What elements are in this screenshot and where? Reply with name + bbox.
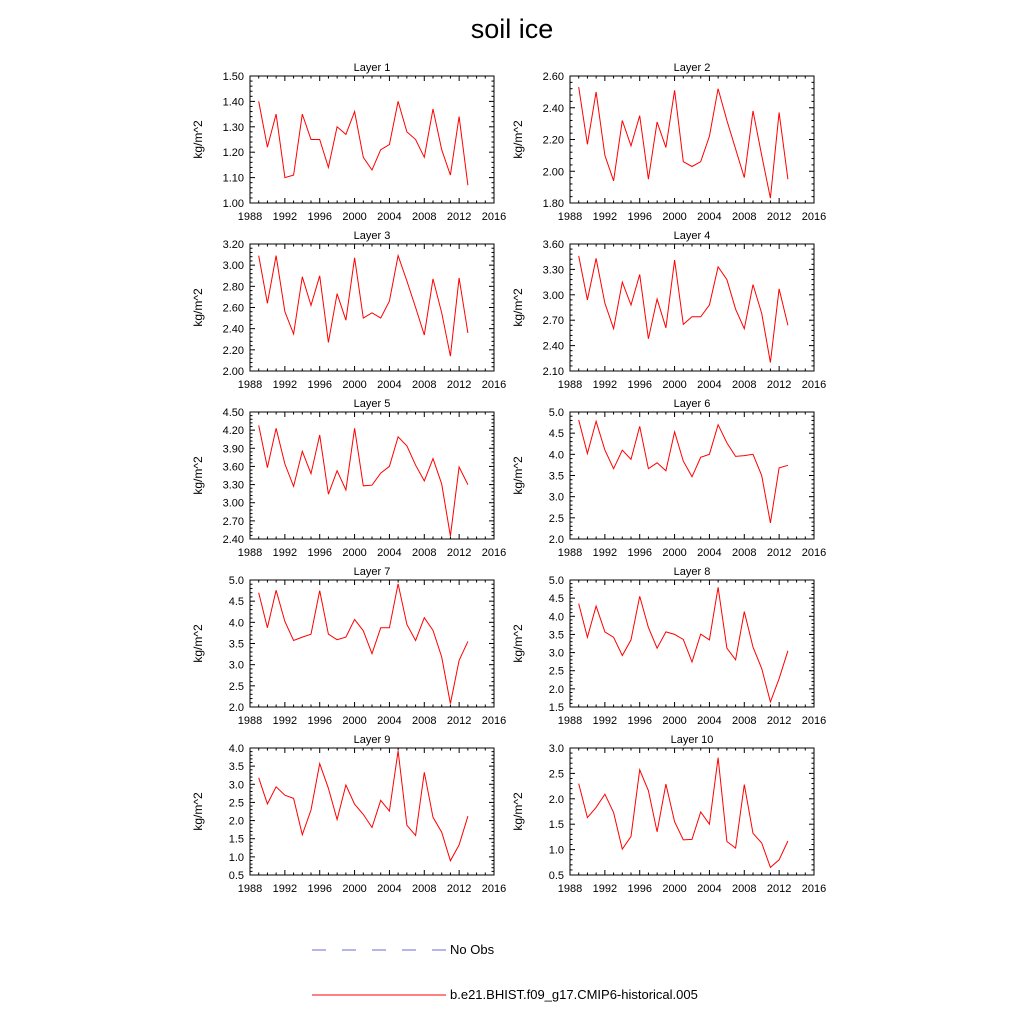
x-tick-label: 1988 [237, 715, 263, 727]
panel-2 [511, 62, 826, 223]
x-tick-label: 2004 [377, 547, 402, 559]
y-tick-label: 2.0 [228, 702, 244, 714]
series-line [259, 256, 468, 357]
x-tick-label: 1992 [272, 547, 298, 559]
panel-8 [511, 566, 826, 727]
x-tick-label: 2008 [732, 547, 757, 559]
y-tick-label: 2.40 [222, 534, 244, 546]
y-tick-label: 4.5 [548, 593, 564, 606]
x-tick-label: 1996 [307, 715, 332, 727]
y-tick-label: 1.5 [228, 833, 244, 846]
y-axis-label: kg/m^2 [511, 120, 525, 159]
y-tick-label: 3.0 [228, 779, 244, 792]
y-tick-label: 3.30 [222, 479, 244, 492]
y-tick-label: 2.40 [542, 102, 564, 115]
y-tick-label: 1.80 [542, 198, 564, 210]
y-tick-label: 3.5 [228, 638, 244, 651]
y-tick-label: 1.40 [222, 96, 244, 109]
panel-title: Layer 10 [670, 734, 714, 746]
y-tick-label: 3.5 [548, 629, 564, 642]
x-tick-label: 1988 [237, 379, 263, 391]
x-tick-label: 1996 [627, 211, 652, 223]
series-line [259, 751, 468, 861]
y-tick-label: 3.5 [228, 761, 244, 774]
x-tick-label: 2016 [481, 211, 507, 223]
x-tick-label: 1992 [592, 211, 618, 223]
x-tick-label: 1996 [627, 883, 652, 895]
x-tick-label: 2004 [377, 379, 402, 391]
y-tick-label: 3.0 [548, 647, 564, 660]
y-tick-label: 4.0 [228, 743, 244, 755]
x-tick-label: 1996 [307, 883, 332, 895]
y-tick-label: 2.0 [548, 683, 564, 696]
y-tick-label: 2.60 [222, 302, 244, 315]
x-tick-label: 1988 [237, 547, 263, 559]
x-tick-label: 2004 [697, 883, 722, 895]
x-tick-label: 2012 [766, 883, 792, 895]
x-tick-label: 2012 [446, 547, 472, 559]
x-tick-label: 1988 [557, 547, 583, 559]
y-tick-label: 4.5 [548, 428, 564, 441]
x-tick-label: 2000 [342, 547, 367, 559]
panel-4 [511, 230, 826, 391]
x-tick-label: 2008 [412, 379, 437, 391]
x-tick-label: 2000 [342, 715, 367, 727]
x-tick-label: 1988 [557, 379, 583, 391]
y-tick-label: 3.5 [548, 470, 564, 483]
y-tick-label: 2.5 [548, 665, 564, 678]
x-tick-label: 2016 [481, 883, 507, 895]
x-tick-label: 2008 [732, 379, 757, 391]
y-tick-label: 2.20 [542, 134, 564, 147]
x-tick-label: 1988 [557, 211, 583, 223]
x-tick-label: 2012 [766, 379, 792, 391]
x-tick-label: 1988 [237, 883, 263, 895]
panel-5 [191, 398, 506, 559]
y-tick-label: 4.5 [228, 596, 244, 609]
x-tick-label: 1996 [627, 547, 652, 559]
y-axis-label: kg/m^2 [191, 288, 205, 327]
x-tick-label: 2000 [342, 379, 367, 391]
panel-title: Layer 5 [353, 398, 391, 410]
y-axis-label: kg/m^2 [191, 456, 205, 495]
y-tick-label: 2.70 [222, 515, 244, 528]
y-tick-label: 2.40 [222, 323, 244, 336]
x-tick-label: 2000 [662, 211, 687, 223]
x-tick-label: 2004 [697, 379, 722, 391]
y-tick-label: 3.30 [542, 264, 564, 277]
y-tick-label: 2.0 [548, 534, 564, 546]
plot-frame [250, 76, 494, 203]
x-tick-label: 1992 [272, 715, 298, 727]
x-tick-label: 1992 [592, 547, 618, 559]
panel-1 [191, 62, 506, 223]
y-tick-label: 5.0 [228, 575, 244, 587]
plot-frame [570, 580, 814, 707]
panel-9 [191, 734, 506, 895]
y-tick-label: 2.0 [548, 793, 564, 806]
y-tick-label: 1.10 [222, 172, 244, 185]
y-tick-label: 1.0 [228, 851, 244, 864]
x-tick-label: 1988 [237, 211, 263, 223]
y-axis-label: kg/m^2 [191, 792, 205, 831]
y-tick-label: 3.60 [222, 461, 244, 474]
x-tick-label: 1992 [592, 715, 618, 727]
y-tick-label: 5.0 [548, 407, 564, 419]
panel-3 [191, 230, 506, 391]
x-tick-label: 1996 [307, 211, 332, 223]
series-line [259, 584, 468, 704]
x-tick-label: 2016 [801, 883, 827, 895]
x-tick-label: 2004 [377, 883, 402, 895]
x-tick-label: 2000 [342, 211, 367, 223]
y-tick-label: 2.20 [222, 344, 244, 357]
y-tick-label: 1.0 [548, 844, 564, 857]
x-tick-label: 2000 [662, 379, 687, 391]
y-tick-label: 2.60 [542, 71, 564, 83]
panel-7 [191, 566, 506, 727]
y-tick-label: 2.10 [542, 366, 564, 378]
plot-frame [570, 748, 814, 875]
panel-title: Layer 3 [353, 230, 391, 242]
x-tick-label: 2012 [446, 883, 472, 895]
y-tick-label: 3.0 [228, 659, 244, 672]
x-tick-label: 1988 [557, 883, 583, 895]
panel-title: Layer 9 [353, 734, 391, 746]
y-tick-label: 1.00 [222, 198, 244, 210]
x-tick-label: 1992 [272, 211, 298, 223]
x-tick-label: 1996 [307, 547, 332, 559]
x-tick-label: 2004 [377, 715, 402, 727]
y-tick-label: 3.90 [222, 443, 244, 456]
y-tick-label: 1.30 [222, 121, 244, 134]
y-tick-label: 0.5 [228, 870, 244, 882]
legend-model-label: b.e21.BHIST.f09_g17.CMIP6-historical.005 [450, 987, 698, 1002]
x-tick-label: 1996 [627, 379, 652, 391]
chart-title: soil ice [470, 14, 554, 44]
x-tick-label: 2000 [342, 883, 367, 895]
panel-title: Layer 4 [673, 230, 711, 242]
y-tick-label: 1.20 [222, 147, 244, 160]
x-tick-label: 2012 [766, 715, 792, 727]
y-axis-label: kg/m^2 [511, 624, 525, 663]
x-tick-label: 2012 [446, 211, 472, 223]
y-tick-label: 2.70 [542, 315, 564, 328]
y-tick-label: 5.0 [548, 575, 564, 587]
series-line [579, 420, 788, 523]
y-tick-label: 2.00 [542, 166, 564, 179]
y-tick-label: 4.20 [222, 425, 244, 438]
x-tick-label: 2012 [446, 715, 472, 727]
y-axis-label: kg/m^2 [511, 288, 525, 327]
x-tick-label: 1996 [307, 379, 332, 391]
y-tick-label: 4.50 [222, 407, 244, 419]
x-tick-label: 2012 [766, 547, 792, 559]
y-tick-label: 3.00 [542, 289, 564, 302]
panel-title: Layer 8 [673, 566, 711, 578]
legend-obs-label: No Obs [450, 942, 495, 957]
x-tick-label: 2012 [446, 379, 472, 391]
series-line [259, 425, 468, 536]
y-tick-label: 4.0 [548, 449, 564, 462]
x-tick-label: 2004 [697, 547, 722, 559]
y-tick-label: 3.0 [548, 743, 564, 755]
y-tick-label: 3.20 [222, 239, 244, 251]
y-axis-label: kg/m^2 [511, 792, 525, 831]
x-tick-label: 2008 [732, 715, 757, 727]
panel-6 [511, 398, 826, 559]
y-tick-label: 4.0 [228, 617, 244, 630]
x-tick-label: 2008 [412, 211, 437, 223]
x-tick-label: 1992 [272, 379, 298, 391]
panel-title: Layer 6 [673, 398, 711, 410]
x-tick-label: 1992 [272, 883, 298, 895]
panel-title: Layer 2 [673, 62, 711, 74]
plot-frame [570, 76, 814, 203]
y-tick-label: 2.80 [222, 281, 244, 294]
y-tick-label: 3.0 [548, 491, 564, 504]
y-tick-label: 1.50 [222, 71, 244, 83]
series-line [579, 87, 788, 198]
x-tick-label: 1992 [592, 379, 618, 391]
x-tick-label: 2012 [766, 211, 792, 223]
x-tick-label: 2016 [801, 211, 827, 223]
y-tick-label: 4.0 [548, 611, 564, 624]
x-tick-label: 2004 [697, 211, 722, 223]
y-tick-label: 2.5 [228, 797, 244, 810]
y-axis-label: kg/m^2 [511, 456, 525, 495]
panel-title: Layer 7 [353, 566, 391, 578]
panel-title: Layer 1 [353, 62, 391, 74]
plot-frame [250, 412, 494, 539]
x-tick-label: 2000 [662, 715, 687, 727]
y-tick-label: 2.5 [548, 768, 564, 781]
x-tick-label: 2008 [412, 883, 437, 895]
x-tick-label: 1996 [627, 715, 652, 727]
x-tick-label: 2016 [801, 547, 827, 559]
plot-frame [250, 244, 494, 371]
y-tick-label: 2.5 [228, 680, 244, 693]
plot-frame [250, 748, 494, 875]
x-tick-label: 2008 [412, 547, 437, 559]
x-tick-label: 2016 [801, 379, 827, 391]
x-tick-label: 2008 [732, 883, 757, 895]
series-line [579, 587, 788, 702]
y-tick-label: 2.00 [222, 366, 244, 378]
x-tick-label: 2016 [481, 715, 507, 727]
y-tick-label: 3.00 [222, 497, 244, 510]
plot-frame [250, 580, 494, 707]
y-tick-label: 0.5 [548, 870, 564, 882]
x-tick-label: 2004 [377, 211, 402, 223]
y-tick-label: 3.60 [542, 239, 564, 251]
x-tick-label: 2000 [662, 547, 687, 559]
y-tick-label: 1.5 [548, 819, 564, 832]
y-tick-label: 1.5 [548, 702, 564, 714]
y-tick-label: 2.5 [548, 512, 564, 525]
x-tick-label: 1988 [557, 715, 583, 727]
x-tick-label: 1992 [592, 883, 618, 895]
x-tick-label: 2004 [697, 715, 722, 727]
y-tick-label: 3.00 [222, 260, 244, 273]
x-tick-label: 2016 [481, 379, 507, 391]
x-tick-label: 2016 [801, 715, 827, 727]
y-axis-label: kg/m^2 [191, 624, 205, 663]
series-line [579, 256, 788, 363]
panel-10 [511, 734, 826, 895]
x-tick-label: 2008 [412, 715, 437, 727]
y-tick-label: 2.40 [542, 340, 564, 353]
series-line [259, 101, 468, 185]
x-tick-label: 2000 [662, 883, 687, 895]
series-line [579, 758, 788, 868]
y-axis-label: kg/m^2 [191, 120, 205, 159]
y-tick-label: 2.0 [228, 815, 244, 828]
x-tick-label: 2016 [481, 547, 507, 559]
x-tick-label: 2008 [732, 211, 757, 223]
